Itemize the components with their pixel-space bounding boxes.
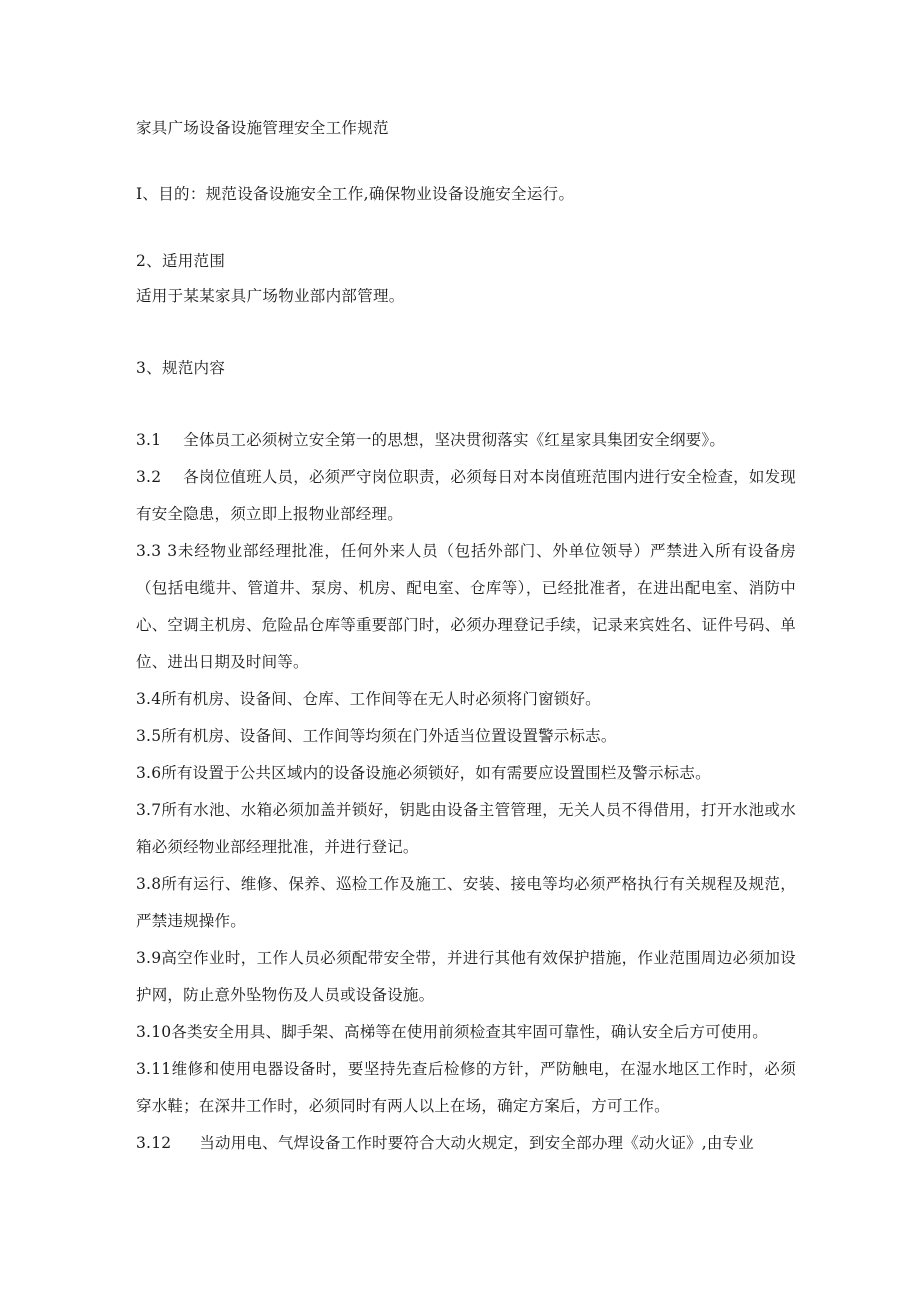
item-number: 3.8 [136,875,162,893]
list-item [136,940,796,1014]
item-number: 3.2 [136,468,162,486]
item-text: 全体员工必须树立安全第一的思想，坚决贯彻落实《红星家具集团安全纲要》。 [183,431,726,449]
item-number: 3.10 [136,1023,172,1041]
list-item [136,1125,796,1162]
item-number: 3.4 [136,690,162,708]
list-item [136,459,796,533]
item-text: 所有机房、设备间、仓库、工作间等在无人时必须将门窗锁好。 [161,690,601,708]
item-text: 维修和使用电器设备时，要坚持先查后检修的方针，严防触电，在湿水地区工作时，必须穿水鞋；在深井工作时，必须同时有两人以上在场，确定方案后，方可工作。 [136,1060,796,1115]
item-text: 当动用电、气焊设备工作时要符合大动火规定，到安全部办理《动火证》,由专业 [199,1134,754,1152]
item-text: 所有机房、设备间、工作间等均须在门外适当位置设置警示标志。 [161,727,617,745]
item-text: 所有水池、水箱必须加盖并锁好，钥匙由设备主管管理，无关人员不得借用，打开水池或水箱必须经物业部经理批准，并进行登记。 [136,801,796,856]
item-text: 各类安全用具、脚手架、高梯等在使用前须检查其牢固可靠性，确认安全后方可使用。 [171,1023,768,1041]
item-text: 高空作业时，工作人员必须配带安全带，并进行其他有效保护措施，作业范围周边必须加设护网，防止意外坠物伤及人员或设备设施。 [136,949,796,1004]
list-item [136,755,796,792]
section-2-heading: 2、适用范围 [136,252,226,270]
document-title: 家具广场设备设施管理安全工作规范 [136,119,389,137]
list-item [136,792,796,866]
item-text: 3未经物业部经理批准，任何外来人员（包括外部门、外单位领导）严禁进入所有设备房（包括电缆井、管道井、泵房、机房、配电室、仓库等），已经批准者，在进出配电室、消防中心、空调主机房、危险品仓库等重要部门时，必须办理登记手续，记录来宾姓名、证件号码、单位、进出日期及时间等。 [136,542,796,671]
item-number: 3.9 [136,949,162,967]
list-item [136,533,796,681]
list-item [136,422,796,459]
item-text: 各岗位值班人员，必须严守岗位职责，必须每日对本岗值班范围内进行安全检查，如发现有安全隐患，须立即上报物业部经理。 [136,468,796,523]
list-item [136,866,796,940]
list-item [136,681,796,718]
item-number: 3.11 [136,1060,172,1078]
item-number: 3.5 [136,727,162,745]
section-1-purpose: I、目的：规范设备设施安全工作,确保物业设备设施安全运行。 [136,185,575,203]
list-item [136,1051,796,1125]
item-number: 3.7 [136,801,162,819]
item-number: 3.1 [136,431,162,449]
item-number: 3.12 [136,1134,172,1152]
section-3-content [136,422,796,1162]
item-text: 所有设置于公共区域内的设备设施必须锁好，如有需要应设置围栏及警示标志。 [161,764,711,782]
section-2-body: 适用于某某家具广场物业部内部管理。 [136,287,405,305]
item-number: 3.6 [136,764,162,782]
item-text: 所有运行、维修、保养、巡检工作及施工、安装、接电等均必须严格执行有关规程及规范，严禁违规操作。 [136,875,796,930]
list-item [136,1014,796,1051]
list-item [136,718,796,755]
item-number: 3.3 [136,542,162,560]
section-3-heading: 3、规范内容 [136,359,226,377]
